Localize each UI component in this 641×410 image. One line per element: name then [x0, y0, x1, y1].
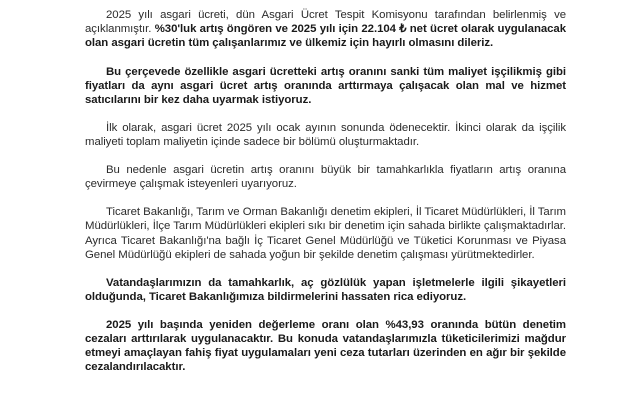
paragraph-1: [85, 8, 566, 51]
paragraph-6: Vatandaşlarımızın da tamahkarlık, aç gözlülük yapan işletmelerle ilgili şikayetleri olduğunda, Ticaret Bakanlığımıza bildirmelerini hassaten rica ediyoruz.: [85, 276, 566, 303]
paragraph-2: Bu çerçevede özellikle asgari ücretteki artış oranını sanki tüm maliyet işçilikmiş gibi fiyatları da aynı asgari ücret artış oranında arttırmaya çalışacak olan mal ve hizmet satıcılarını bir kez daha uyarmak istiyoruz.: [85, 66, 566, 107]
paragraph-1-intro: 2025 yılı asgari ücreti, dün Asgari Ücret Tespit Komisyonu tarafından belirlenmiş ve açıklanmıştır.: [85, 9, 566, 36]
paragraph-7: 2025 yılı başında yeniden değerleme oranı olan %43,93 oranında bütün denetim cezaları arttırılarak uygulanacaktır. Bu konuda vatandaşlarımızla tüketicilerimizi mağdur etmeyi amaçlayan fahiş fiyat uygulamaları yeni ceza tutarları üzerinden en ağır bir şekilde cezalandırılacaktır.: [85, 318, 566, 374]
paragraph-4: Bu nedenle asgari ücretin artış oranını büyük bir tamahkarlıkla fiyatların artış oranına çevirmeye çalışmak isteyenleri uyarıyoruz.: [85, 164, 566, 191]
statement-document: [85, 8, 566, 374]
paragraph-5: Ticaret Bakanlığı, Tarım ve Orman Bakanlığı denetim ekipleri, İl Ticaret Müdürlükleri, İl Tarım Müdürlükleri, İlçe Tarım Müdürlükleri ekipleri sıkı bir denetim için sahada birlikte çalışmaktadırlar. Ayrıca Ticaret Bakanlığı'na bağlı İç Ticaret Genel Müdürlüğü ve Tüketici Korunması ve Piyasa Genel Müdürlüğü ekipleri de sahada yoğun bir şekilde denetim çalışması yürütmektedirler.: [85, 206, 566, 261]
paragraph-1-emphasis: %30'luk artış öngören ve 2025 yılı için 22.104 ₺ net ücret olarak uygulanacak olan asgari ücretin tüm çalışanlarımız ve ülkemiz için hayırlı olmasını dileriz.: [85, 23, 567, 50]
paragraph-3: İlk olarak, asgari ücret 2025 yılı ocak ayının sonunda ödenecektir. İkinci olarak da işçilik maliyeti toplam maliyetin içinde sadece bir bölümü oluşturmaktadır.: [85, 122, 566, 149]
